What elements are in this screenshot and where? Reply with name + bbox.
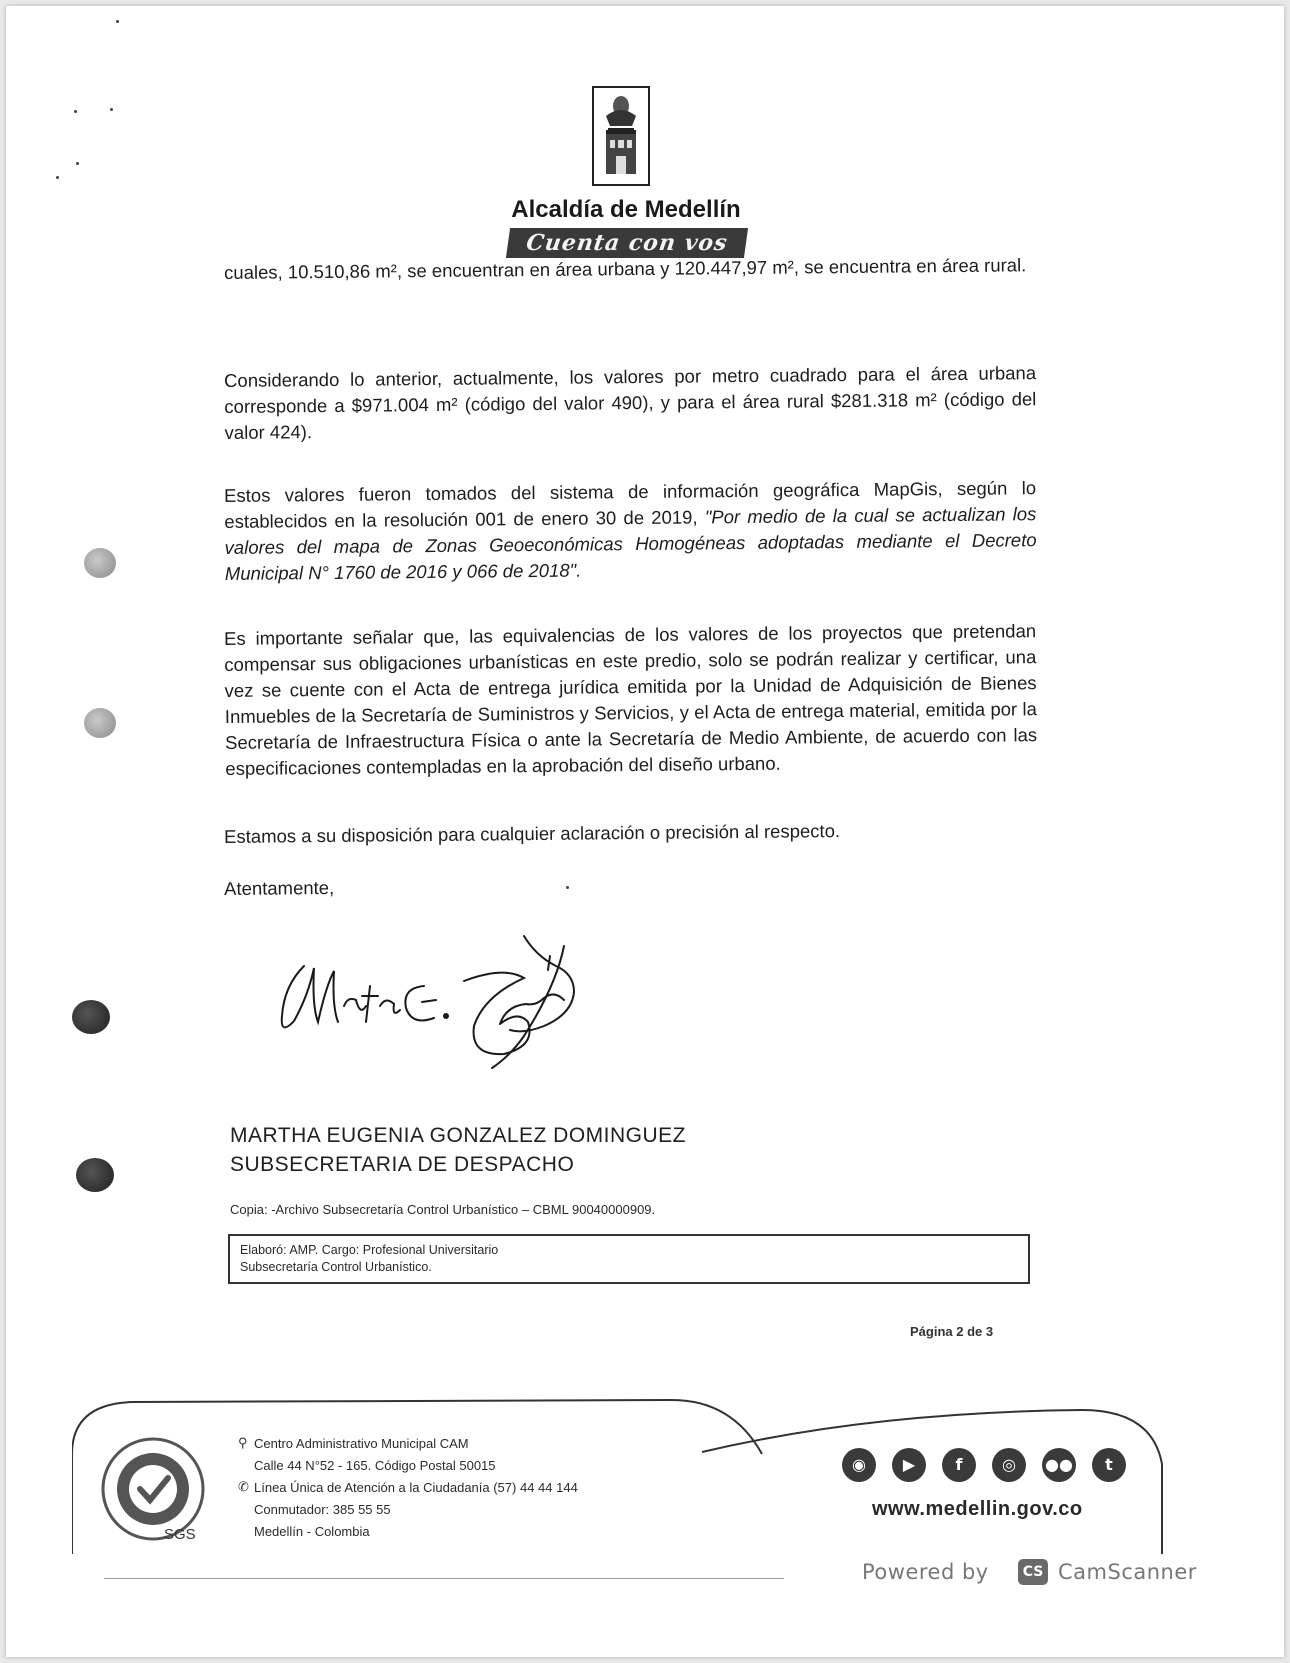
- youtube-icon[interactable]: ▶: [892, 1448, 926, 1482]
- phone-icon: ✆: [238, 1479, 249, 1494]
- footer-phone-line: Línea Única de Atención a la Ciudadanía (57) 44 44 144: [254, 1480, 578, 1495]
- organization-name: Alcaldía de Medellín: [511, 196, 741, 223]
- binder-hole: [72, 1000, 110, 1034]
- closing-salutation: Atentamente,: [224, 876, 335, 899]
- footer-switchboard: Conmutador: 385 55 55: [254, 1502, 391, 1517]
- paragraph-intro: Estos valores fueron tomados del sistema de información geográfica MapGis, según lo establecidos en la resolución 001 de enero 30 de 2019,: [224, 477, 1037, 532]
- slogan: Cuenta con vos: [506, 228, 748, 258]
- scan-speck: [116, 20, 119, 23]
- location-pin-icon: ⚲: [238, 1435, 248, 1450]
- twitter-icon[interactable]: t: [1092, 1448, 1126, 1482]
- binder-hole: [84, 708, 116, 738]
- footer-address: Calle 44 N°52 - 165. Código Postal 50015: [254, 1458, 496, 1473]
- prepared-by-box: [228, 1234, 1030, 1284]
- signer-name: MARTHA EUGENIA GONZALEZ DOMINGUEZ: [230, 1124, 687, 1147]
- powered-by-label: Powered by: [862, 1560, 989, 1584]
- resolution-quote: "Por medio de la cual se actualizan los valores del mapa de Zonas Geoeconómicas Homogéneas adoptadas mediante el Decreto Municipal N° 1760 de 2016 y 066 de 2018".: [224, 503, 1037, 584]
- certifier-label: SGS: [164, 1526, 196, 1543]
- body-paragraph: [224, 475, 1037, 587]
- page-number: Página 2 de 3: [910, 1324, 994, 1339]
- rss-icon[interactable]: ◉: [842, 1448, 876, 1482]
- body-paragraph: cuales, 10.510,86 m², se encuentran en área urbana y 120.447,97 m², se encuentra en área rural.: [224, 254, 1027, 283]
- body-paragraph: Es importante señalar que, las equivalencias de los valores de los proyectos que pretendan compensar sus obligaciones urbanísticas en este predio, solo se podrán realizar y certificar, una vez se cuente con el Acta de entrega jurídica emitida por la Unidad de Adquisición de Bienes Inmuebles de la Secretaría de Suministros y Servicios, y el Acta de entrega material, emitida por la Secretaría de Infraestructura Física o ante la Secretaría de Medio Ambiente, de acuerdo con las especificaciones contempladas en la aprobación del diseño urbano.: [224, 620, 1038, 779]
- scan-speck: [56, 176, 59, 179]
- signer-role: SUBSECRETARIA DE DESPACHO: [230, 1153, 575, 1176]
- scan-speck: [110, 108, 113, 111]
- facebook-icon[interactable]: f: [942, 1448, 976, 1482]
- bottom-divider: [104, 1578, 784, 1579]
- body-paragraph: Considerando lo anterior, actualmente, los valores por metro cuadrado para el área urbana corresponde a $971.004 m² (código del valor 490), y para el área rural $281.318 m² (código del valor 424).: [224, 362, 1037, 443]
- scan-speck: [76, 162, 79, 165]
- footer-address-title: Centro Administrativo Municipal CAM: [254, 1436, 469, 1451]
- website-link[interactable]: www.medellin.gov.co: [872, 1498, 1083, 1520]
- instagram-icon[interactable]: ◎: [992, 1448, 1026, 1482]
- scan-speck: [74, 110, 77, 113]
- city-crest-icon: [592, 86, 650, 186]
- copy-note: Copia: -Archivo Subsecretaría Control Urbanístico – CBML 90040000909.: [230, 1202, 656, 1217]
- prepared-by-line: Elaboró: AMP. Cargo: Profesional Universitario: [240, 1243, 499, 1257]
- binder-hole: [84, 548, 116, 578]
- camscanner-brand: CamScanner: [1058, 1560, 1197, 1584]
- prepared-by-office: Subsecretaría Control Urbanístico.: [240, 1260, 432, 1274]
- body-paragraph: Estamos a su disposición para cualquier aclaración o precisión al respecto.: [224, 820, 841, 847]
- handwritten-signature: [274, 926, 614, 1076]
- flickr-icon[interactable]: ●●: [1042, 1448, 1076, 1482]
- binder-hole: [76, 1158, 114, 1192]
- footer-city: Medellín - Colombia: [254, 1524, 370, 1539]
- camscanner-logo-icon: CS: [1018, 1559, 1048, 1585]
- document-page: [6, 6, 1284, 1657]
